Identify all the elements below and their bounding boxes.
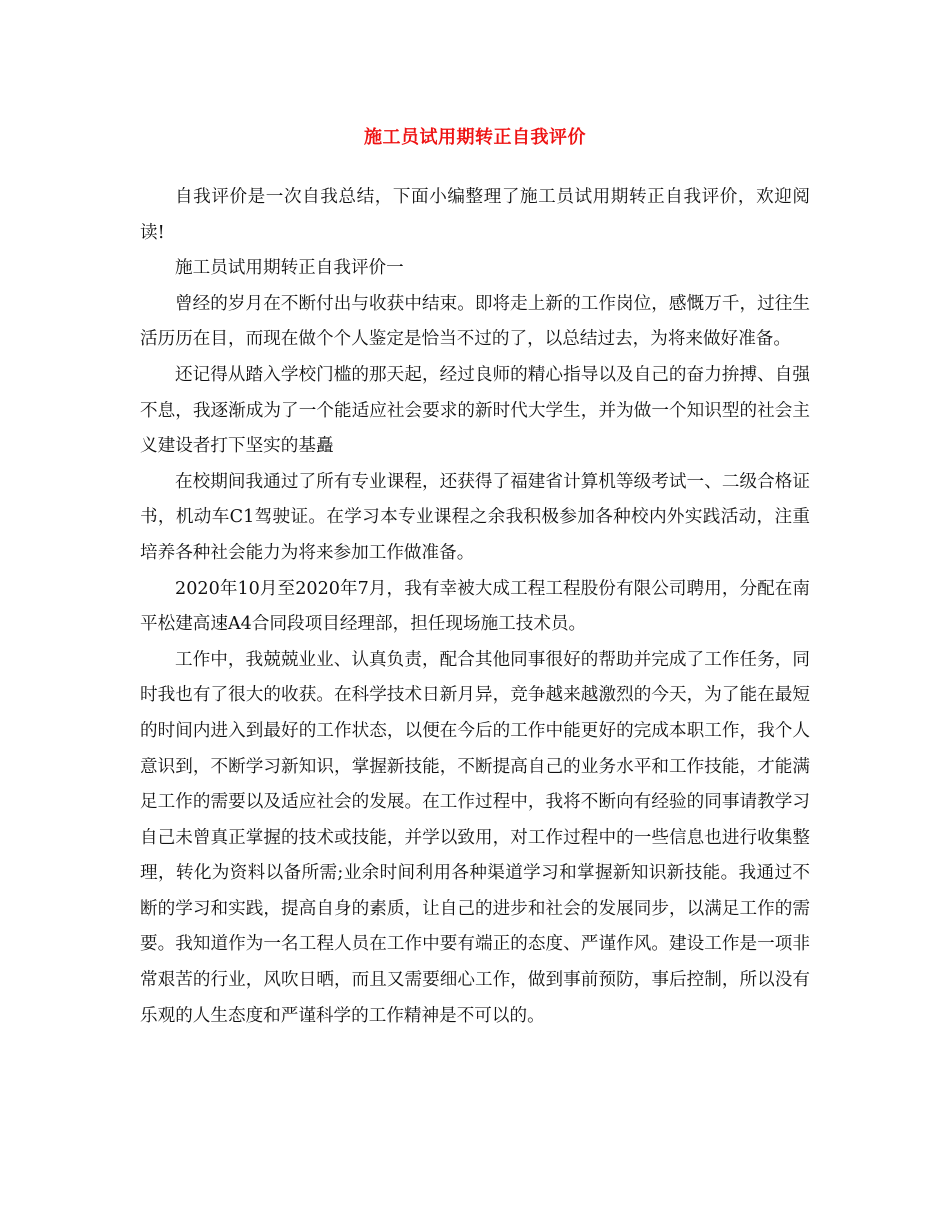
paragraph: 2020年10月至2020年7月，我有幸被大成工程工程股份有限公司聘用，分配在南平松建高速A4合同段项目经理部，担任现场施工技术员。 [140, 578, 810, 635]
section-heading: 施工员试用期转正自我评价一 [175, 258, 404, 279]
paragraph: 工作中，我兢兢业业、认真负责，配合其他同事很好的帮助并完成了工作任务，同时我也有了很大的收获。在科学技术日新月异，竞争越来越激烈的今天，为了能在最短的时间内进入到最好的工作状态，以便在今后的工作中能更好的完成本职工作，我个人意识到，不断学习新知识，掌握新技能，不断提高自己的业务水平和工作技能，才能满足工作的需要以及适应社会的发展。在工作过程中，我将不断向有经验的同事请教学习自己未曾真正掌握的技术或技能，并学以致用，对工作过程中的一些信息也进行收集整理，转化为资料以备所需;业余时间利用各种渠道学习和掌握新知识新技能。我通过不断的学习和实践，提高自身的素质，让自己的进步和社会的发展同步，以满足工作的需要。我知道作为一名工程人员在工作中要有端正的态度、严谨作风。建设工作是一项非常艰苦的行业，风吹日晒，而且又需要细心工作，做到事前预防，事后控制，所以没有乐观的人生态度和严谨科学的工作精神是不可以的。 [140, 649, 810, 1026]
paragraph: 还记得从踏入学校门槛的那天起，经过良师的精心指导以及自己的奋力拚搏、自强不息，我逐渐成为了一个能适应社会要求的新时代大学生，并为做一个知识型的社会主义建设者打下坚实的基矗 [140, 364, 810, 457]
paragraph: 曾经的岁月在不断付出与收获中结束。即将走上新的工作岗位，感慨万千，过往生活历历在目，而现在做个个人鉴定是恰当不过的了，以总结过去，为将来做好准备。 [140, 293, 810, 350]
paragraph-intro: 自我评价是一次自我总结，下面小编整理了施工员试用期转正自我评价，欢迎阅读! [140, 187, 810, 243]
document-body [140, 180, 810, 1034]
document-title: 施工员试用期转正自我评价 [364, 127, 586, 148]
paragraph: 在校期间我通过了所有专业课程，还获得了福建省计算机等级考试一、二级合格证书，机动车C1驾驶证。在学习本专业课程之余我积极参加各种校内外实践活动，注重培养各种社会能力为将来参加工作做准备。 [140, 471, 810, 563]
